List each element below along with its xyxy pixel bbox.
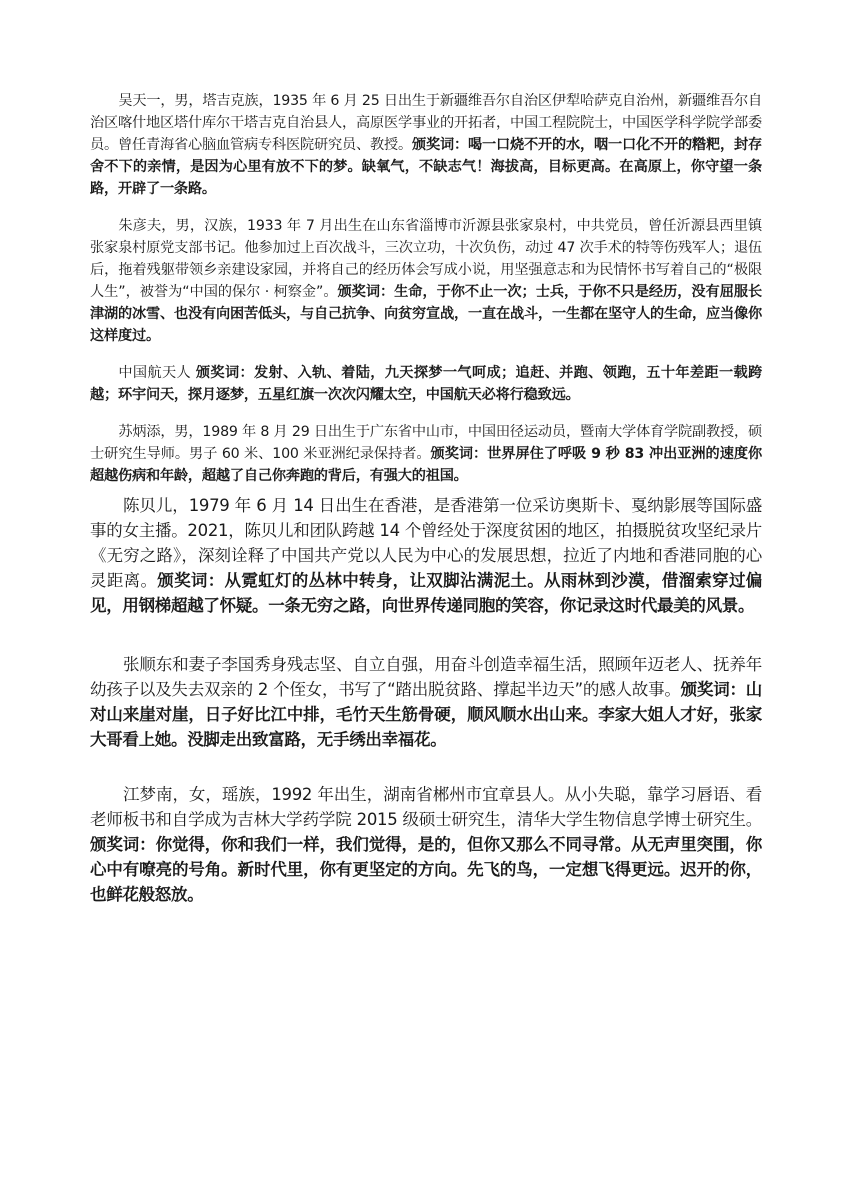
honoree-paragraph-jiang-mengnan <box>90 782 762 907</box>
honoree-intro: 朱彦夫，男，汉族，1933 年 7 月出生在山东省淄博市沂源县张家泉村，中共党员，曾任沂源县西里镇张家泉村原党支部书记。他参加过上百次战斗，三次立功，十次负伤，动过 47 次手术的特等伤残军人；退伍后，拖着残躯带领乡亲建设家园，并将自己的经历体会写成小说，用坚强意志和为民情怀书写着自己的“极限人生”，被誉为“中国的保尔 · 柯察金”。 <box>90 218 762 300</box>
honoree-intro: 中国航天人 <box>118 365 196 381</box>
honoree-paragraph-su-bingtian <box>90 421 762 487</box>
award-citation: 颁奖词：从霓虹灯的丛林中转身，让双脚沾满泥土。从雨林到沙漠，借溜索穿过偏见，用钢梯超越了怀疑。一条无穷之路，向世界传递同胞的笑容，你记录这时代最美的风景。 <box>90 571 762 615</box>
award-citation: 颁奖词：山对山来崖对崖，日子好比江中排，毛竹天生筋骨硬，顺风顺水出山来。李家大姐人才好，张家大哥看上她。没脚走出致富路，无手绣出幸福花。 <box>90 680 762 749</box>
honoree-paragraph-zhu-yanfu <box>90 215 762 347</box>
award-citation: 颁奖词：喝一口烧不开的水，咽一口化不开的糌粑，封存舍不下的亲情，是因为心里有放不下的梦。缺氧气，不缺志气！海拔高，目标更高。在高原上，你守望一条路，开辟了一条路。 <box>90 137 762 197</box>
honoree-intro: 陈贝儿，1979 年 6 月 14 日出生在香港，是香港第一位采访奥斯卡、戛纳影展等国际盛事的女主播。2021，陈贝儿和团队跨越 14 个曾经处于深度贫困的地区，拍摄脱贫攻坚纪录片《无穷之路》，深刻诠释了中国共产党以人民为中心的发展思想，拉近了内地和香港同胞的心灵距离。 <box>90 496 762 590</box>
award-citation: 颁奖词：世界屏住了呼吸 9 秒 83 冲出亚洲的速度你超越伤病和年龄，超越了自己你奔跑的背后，有强大的祖国。 <box>90 446 762 484</box>
honoree-intro: 吴天一，男，塔吉克族，1935 年 6 月 25 日出生于新疆维吾尔自治区伊犁哈萨克自治州，新疆维吾尔自治区喀什地区塔什库尔干塔吉克自治县人，高原医学事业的开拓者，中国工程院院士，中国医学科学院学部委员。曾任青海省心脑血管病专科医院研究员、教授。 <box>90 93 762 153</box>
honoree-intro: 苏炳添，男，1989 年 8 月 29 日出生于广东省中山市，中国田径运动员，暨南大学体育学院副教授，硕士研究生导师。男子 60 米、100 米亚洲纪录保持者。 <box>90 424 762 462</box>
honoree-intro: 江梦南，女，瑶族，1992 年出生，湖南省郴州市宜章县人。从小失聪，靠学习唇语、看老师板书和自学成为吉林大学药学院 2015 级硕士研究生，清华大学生物信息学博士研究生。 <box>90 785 762 829</box>
honoree-paragraph-china-aerospace <box>90 362 762 406</box>
honoree-paragraph-zhang-shundong <box>90 652 762 752</box>
award-citation: 颁奖词：发射、入轨、着陆，九天探梦一气呵成；追赶、并跑、领跑，五十年差距一载跨越；环宇问天，探月逐梦，五星红旗一次次闪耀太空，中国航天必将行稳致远。 <box>90 365 762 403</box>
honoree-paragraph-wu-tianyi <box>90 90 762 200</box>
award-citation: 颁奖词：你觉得，你和我们一样，我们觉得，是的，但你又那么不同寻常。从无声里突围，你心中有嘹亮的号角。新时代里，你有更坚定的方向。先飞的鸟，一定想飞得更远。迟开的你，也鲜花般怒放。 <box>90 835 762 904</box>
award-citation: 颁奖词：生命，于你不止一次；士兵，于你不只是经历，没有屈服长津湖的冰雪、也没有向困苦低头，与自己抗争、向贫穷宣战，一直在战斗，一生都在坚守人的生命，应当像你这样度过。 <box>90 284 762 344</box>
honoree-paragraph-chen-beier <box>90 493 762 618</box>
document-page <box>90 90 762 907</box>
honoree-intro: 张顺东和妻子李国秀身残志坚、自立自强，用奋斗创造幸福生活，照顾年迈老人、抚养年幼孩子以及失去双亲的 2 个侄女，书写了“踏出脱贫路、撑起半边天”的感人故事。 <box>90 655 762 699</box>
